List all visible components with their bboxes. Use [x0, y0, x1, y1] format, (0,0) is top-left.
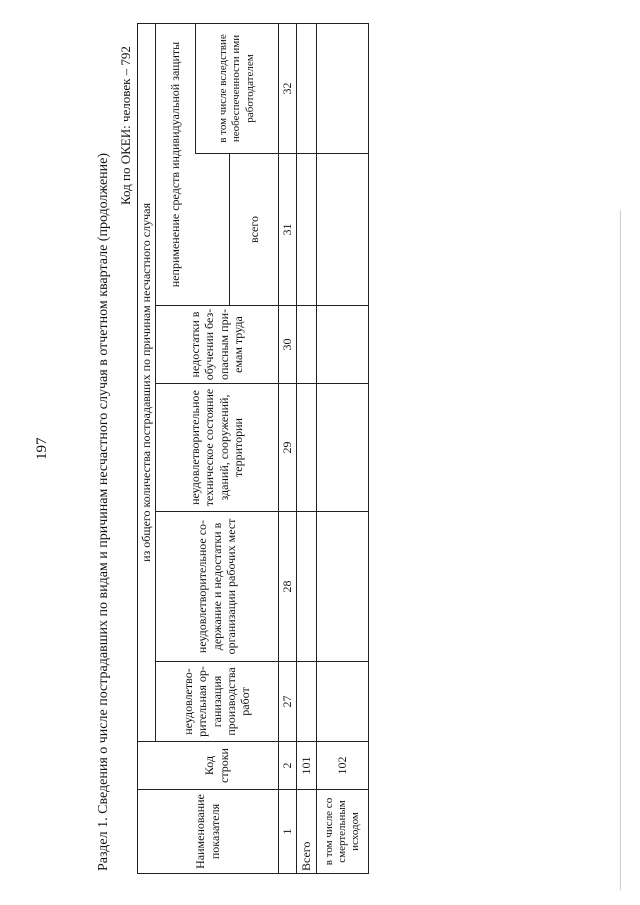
colnum-31: 31: [278, 154, 296, 306]
cell: [316, 23, 368, 153]
colnum-28: 28: [278, 512, 296, 662]
header-cause-3: неудовлетворительное техническое состояние зданий, сооружений, территории: [156, 384, 279, 512]
colnum-30: 30: [278, 306, 296, 384]
cell: [296, 662, 316, 742]
statistics-table: [137, 23, 369, 874]
cell: [296, 512, 316, 662]
cell: [316, 662, 368, 742]
header-ppe: неприменение средств индивидуальной защиты: [156, 23, 196, 305]
row-code: 101: [296, 742, 316, 790]
colnum-27: 27: [278, 662, 296, 742]
cell: [296, 154, 316, 306]
cell: [296, 384, 316, 512]
header-cause-4: недостатки в обучении без-опасным при-емам труда: [156, 306, 279, 384]
table-row: [296, 23, 316, 873]
cell: [296, 306, 316, 384]
colnum-29: 29: [278, 384, 296, 512]
header-ppe-total: всего: [230, 154, 278, 306]
header-code-top: [138, 742, 156, 790]
header-group: из общего количества пострадавших по причинам несчастного случая: [138, 23, 156, 741]
header-code: Код строки: [156, 742, 279, 790]
okei-code: Код по ОКЕИ: человек – 792: [118, 46, 133, 205]
row-name: Всего: [296, 790, 316, 874]
row-code: 102: [316, 742, 368, 790]
header-cause-2: неудовлетворительное со-держание и недостатки в организации рабочих мест: [156, 512, 279, 662]
colnum-32: 32: [278, 23, 296, 153]
section-title: Раздел 1. Сведения о числе пострадавших по видам и причинам несчастного случая в отчетном квартале (продолжение): [96, 152, 111, 871]
header-ppe-employer: в том числе вследствие необеспеченности ими работодателем: [196, 23, 278, 153]
cell: [296, 23, 316, 153]
header-ppe-spacer: [196, 154, 230, 306]
header-cause-1: неудовлетво-рительная ор-ганизация производства работ: [156, 662, 279, 742]
cell: [316, 154, 368, 306]
page-number: 197: [34, 437, 50, 460]
cell: [316, 306, 368, 384]
table-row: [316, 23, 368, 873]
row-name: в том числе со смертельным исходом: [316, 790, 368, 874]
cell: [316, 384, 368, 512]
colnum-1: 1: [278, 790, 296, 874]
header-indicator-name: Наименование показателя: [138, 790, 279, 874]
colnum-2: 2: [278, 742, 296, 790]
cell: [316, 512, 368, 662]
